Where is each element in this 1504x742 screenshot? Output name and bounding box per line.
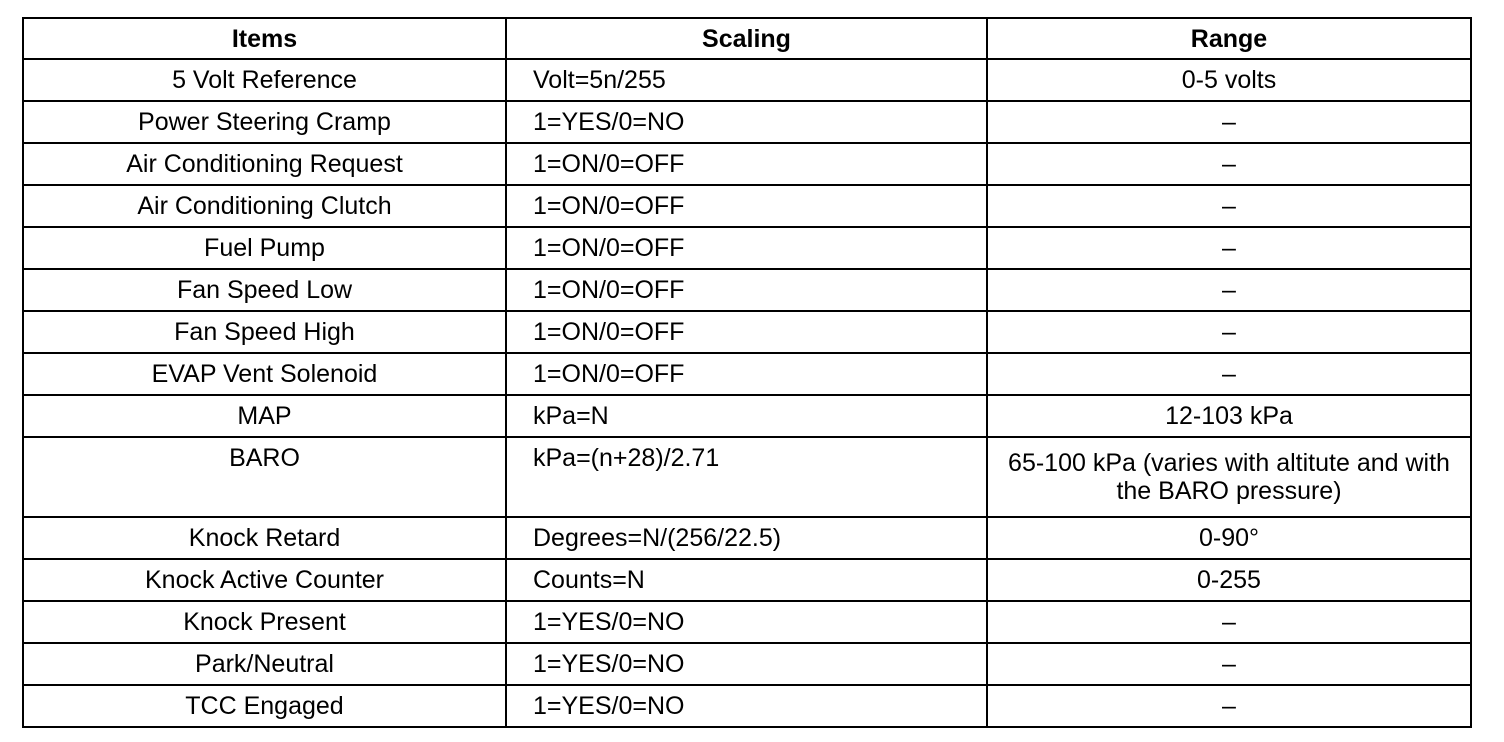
- table-row: [23, 437, 1471, 517]
- item-cell: BARO: [23, 437, 506, 517]
- scaling-cell: 1=YES/0=NO: [506, 643, 987, 685]
- table-row: [23, 59, 1471, 101]
- table-row: [23, 101, 1471, 143]
- table-row: [23, 353, 1471, 395]
- header-range: Range: [987, 18, 1471, 59]
- item-cell: Air Conditioning Clutch: [23, 185, 506, 227]
- range-cell: 0-255: [987, 559, 1471, 601]
- range-cell: –: [987, 185, 1471, 227]
- table-row: [23, 643, 1471, 685]
- item-cell: Air Conditioning Request: [23, 143, 506, 185]
- item-cell: Knock Present: [23, 601, 506, 643]
- item-cell: 5 Volt Reference: [23, 59, 506, 101]
- table-row: [23, 269, 1471, 311]
- range-cell: 0-5 volts: [987, 59, 1471, 101]
- range-cell: –: [987, 601, 1471, 643]
- table-row: [23, 185, 1471, 227]
- scaling-cell: 1=YES/0=NO: [506, 101, 987, 143]
- range-cell: 12-103 kPa: [987, 395, 1471, 437]
- scaling-cell: Volt=5n/255: [506, 59, 987, 101]
- scaling-cell: 1=YES/0=NO: [506, 601, 987, 643]
- scaling-cell: 1=ON/0=OFF: [506, 143, 987, 185]
- table-row: [23, 395, 1471, 437]
- header-scaling: Scaling: [506, 18, 987, 59]
- table-row: [23, 143, 1471, 185]
- range-cell: –: [987, 143, 1471, 185]
- table-row: [23, 685, 1471, 727]
- range-cell: –: [987, 311, 1471, 353]
- item-cell: TCC Engaged: [23, 685, 506, 727]
- item-cell: Fan Speed Low: [23, 269, 506, 311]
- item-cell: MAP: [23, 395, 506, 437]
- scaling-cell: 1=ON/0=OFF: [506, 227, 987, 269]
- item-cell: Fan Speed High: [23, 311, 506, 353]
- table-row: [23, 601, 1471, 643]
- table-row: [23, 559, 1471, 601]
- scaling-cell: Degrees=N/(256/22.5): [506, 517, 987, 559]
- item-cell: Park/Neutral: [23, 643, 506, 685]
- item-cell: Fuel Pump: [23, 227, 506, 269]
- item-cell: EVAP Vent Solenoid: [23, 353, 506, 395]
- range-cell: –: [987, 227, 1471, 269]
- item-cell: Knock Active Counter: [23, 559, 506, 601]
- scaling-cell: 1=ON/0=OFF: [506, 185, 987, 227]
- header-row: [23, 18, 1471, 59]
- scaling-cell: 1=ON/0=OFF: [506, 269, 987, 311]
- range-cell: –: [987, 685, 1471, 727]
- table-row: [23, 227, 1471, 269]
- range-cell: –: [987, 353, 1471, 395]
- item-cell: Power Steering Cramp: [23, 101, 506, 143]
- range-cell: –: [987, 101, 1471, 143]
- range-cell: –: [987, 269, 1471, 311]
- scaling-cell: kPa=N: [506, 395, 987, 437]
- header-items: Items: [23, 18, 506, 59]
- scaling-cell: kPa=(n+28)/2.71: [506, 437, 987, 517]
- range-cell: 65-100 kPa (varies with altitute and with the BARO pressure): [987, 437, 1471, 517]
- table-row: [23, 517, 1471, 559]
- scaling-table: [22, 17, 1472, 728]
- item-cell: Knock Retard: [23, 517, 506, 559]
- scaling-cell: 1=YES/0=NO: [506, 685, 987, 727]
- table-row: [23, 311, 1471, 353]
- range-cell: 0-90°: [987, 517, 1471, 559]
- scaling-cell: Counts=N: [506, 559, 987, 601]
- range-cell: –: [987, 643, 1471, 685]
- scaling-cell: 1=ON/0=OFF: [506, 353, 987, 395]
- scaling-cell: 1=ON/0=OFF: [506, 311, 987, 353]
